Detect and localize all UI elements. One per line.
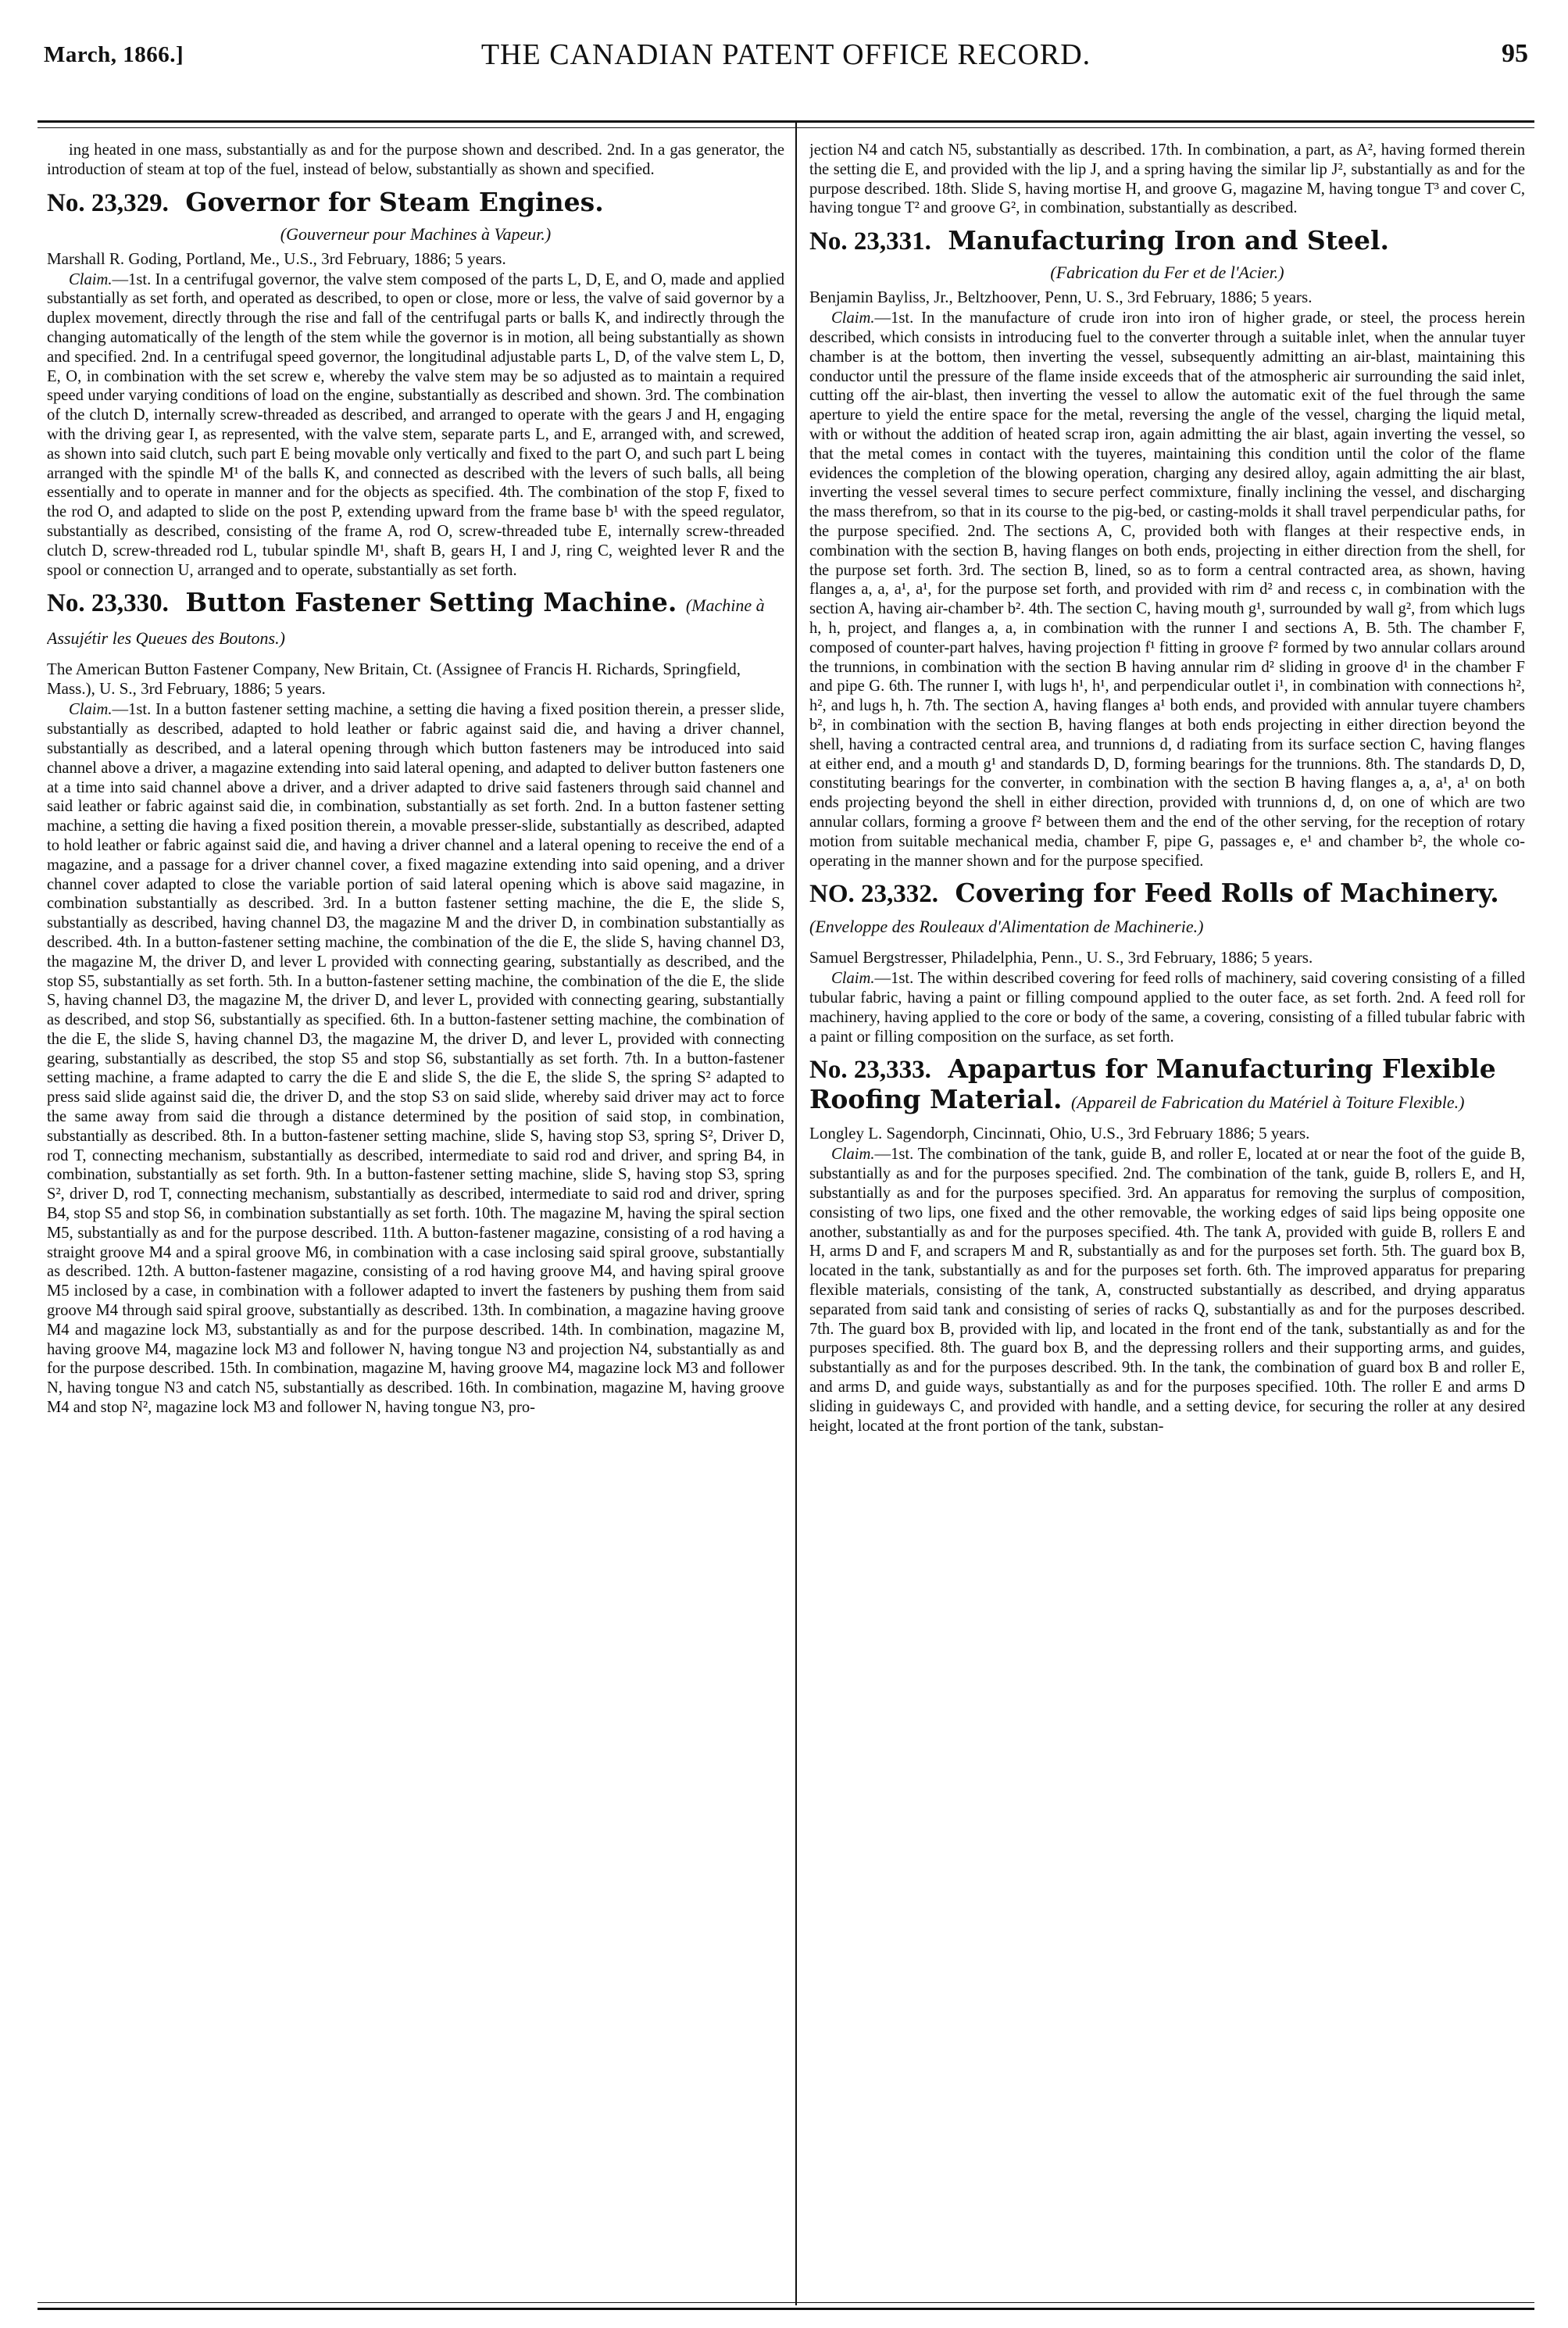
right-column [809,141,1525,2298]
patent-title: Button Fastener Setting Machine. [185,587,677,618]
claim-body: —1st. The within described covering for feed rolls of machinery, said covering consisting of a filled tubular fabric, having a paint or filling compound applied to the outer face, as set forth. 2nd. A feed roll for machinery, having applied to the core or body of the same, a covering, consisting of a filled tubular fabric with a paint or filling composition on the surface, as set forth. [809,970,1525,1046]
publication-title: THE CANADIAN PATENT OFFICE RECORD. [480,38,1091,71]
claim-label: Claim. [69,270,113,288]
patent-number: No. 23,333. [809,1056,931,1085]
patent-heading [809,1054,1525,1118]
patent-byline: The American Button Fastener Company, New Britain, Ct. (Assignee of Francis H. Richards, Springfield, Mass.), U. S., 3rd February, 1886; 5 years. [47,660,741,699]
claim-body: —1st. In a centrifugal governor, the valve stem composed of the parts L, D, E, and O, made and applied substantially as set forth, and operated as described, to open or close, more or less, the valve of said governor by a duplex movement, directly through the rise and fall of the centrifugal parts or balls K, and indirectly through the changing automatically of the length of the stem while the governor is in motion, all being substantially as shown and specified. 2nd. In a centrifugal speed governor, the longitudinal adjustable parts L, D, of the valve stem L, D, E, O, in combination with the set screw e, whereby the valve stem may be so adjusted as to maintain a required speed under varying conditions of load on the engine, substantially as described and shown. 3rd. The combination of the clutch D, internally screw-threaded as described, and arranged to operate with the gears J and H, engaging with the driving gear I, as represented, with the valve stem, separate parts L, and E, arranged with, and screwed, as shown into said clutch, such part E being movable only vertically and fixed to the part O, and such part L being arranged with the spindle M¹ of the balls K, and connected as described with the levers of such balls, all being essentially and to operate in manner and for the objects as specified. 4th. The combination of the stop F, fixed to the rod O, and adapted to slide on the post P, extending upward from the frame base b¹ with the speed regulator, substantially as described, consisting of the frame A, rod O, screw-threaded tube E, internally screw-threaded clutch D, screw-threaded rod L, tubular spindle M¹, shaft B, gears H, I and J, ring C, weighted lever R and the spool or connection U, arranged and to operate, substantially as set forth. [47,270,784,579]
left-column [47,141,784,2298]
patent-title: Covering for Feed Rolls of Machinery. [955,878,1499,909]
claim-label: Claim. [69,701,113,719]
patent-number: NO. 23,332. [809,880,938,909]
patent-number: No. 23,330. [47,589,169,618]
page-number: 95 [1502,39,1528,68]
french-title: (Enveloppe des Rouleaux d'Alimentation de Machinerie.) [809,917,1204,937]
claims-text [809,969,1525,1046]
patent-byline: Marshall R. Goding, Portland, Me., U.S., 3rd February, 1886; 5 years. [47,249,506,268]
patent-title: Governor for Steam Engines. [185,186,604,217]
patent-heading [809,226,1525,256]
french-title: (Machine à Assujétir les Queues des Boutons.) [47,595,765,649]
patent-entry-23331 [809,226,1525,871]
claim-body: —1st. In a button fastener setting machine, a setting die having a fixed position therein, a presser slide, substantially as described, adapted to hold leather or fabric against said die, and having a driver channel, substantially as described, and a lateral opening through which button fasteners may be introduced into said channel above a driver, a magazine extending into said lateral opening, and adapted to deliver button fasteners one at a time into said channel above a driver, and a driver adapted to drive said fasteners through said channel and said leather or fabric against said die, in combination, substantially as set forth. 2nd. In a button fastener setting machine, a setting die having a fixed position therein, a movable presser-slide, substantially as described, adapted to hold leather or fabric against said die, and having a driver channel and a lateral opening to receive the end of a magazine, and a passage for a driver channel cover, a fixed magazine extending into said opening, and a driver channel cover adapted to close the variable portion of said lateral opening which is above said magazine, in combination substantially as described. 3rd. In a button fastener setting machine, the die E, the slide S, substantially as described, having channel D3, the magazine M and the driver D, in combination substantially as described. 4th. In a button-fastener setting machine, the combination of the die E, the slide S, having channel D3, the magazine M, the driver D, and lever L provided with connecting gearing, substantially as described, and the stop S5, substantially as set forth. 5th. In a button-fastener setting machine, the combination of the die E, the slide S, having channel D3, the magazine M, the driver D, and lever L, provided with connecting gearing, substantially as described, and stop S6, substantially as specified. 6th. In a button-fastener setting machine, the combination of the die E, the slide S, having channel D3, the magazine M, the driver D, and lever L, provided with connecting gearing, substantially as described, the stop S5 and stop S6, substantially as set forth. 7th. In a button-fastener setting machine, a frame adapted to carry the die E and slide S, the die E, the slide S, the spring S² adapted to press said slide against said die, the driver D, and the stop S3 on said slide, whereby said driver may act to force the same away from said die through a distance determined by the position of said stop, in combination, substantially as described. 8th. In a button-fastener setting machine, slide S, having stop S3, spring S², Driver D, rod T, connecting mechanism, substantially as described, intermediate to said rod and driver, and spring B4, in combination, substantially as set forth. 9th. In a button-fastener setting machine, slide S, having stop S3, spring S², driver D, rod T, connecting mechanism, substantially as described, intermediate to said rod and driver, spring B4, stop S5 and stop S6, in combination substantially as set forth. 10th. The magazine M, having the spiral section M5, substantially as and for the purpose described. 11th. A button-fastener magazine, consisting of a rod having a straight groove M4 and a spiral groove M6, in combination with a case inclosing said spiral groove, substantially as described. 12th. A button-fastener magazine, consisting of a rod having groove M4, and having spiral groove M5 inclosed by a case, in combination with a follower adapted to invert the fasteners by pushing them from said groove M4 through said spiral groove, substantially as described. 13th. In combination, a magazine having groove M4 and magazine lock M3, substantially as and for the purpose described. 14th. In combination, magazine M, having groove M4, magazine lock M3 and follower N, having tongue N3 and projection N4, substantially as and for the purpose described. 15th. In combination, magazine M, having groove M4, magazine lock M3 and follower N, having tongue N3 and catch N5, substantially as described. 16th. In combination, magazine M, having groove M4 and stop N², magazine lock M3 and follower N, having tongue N3, pro- [47,701,784,1417]
claim-label: Claim. [831,970,875,988]
patent-number: No. 23,329. [47,188,169,217]
claim-body: —1st. The combination of the tank, guide B, and roller E, located at or near the foot of the guide B, substantially as and for the purposes specified. 2nd. The combination of the tank, guide B, rollers E, and H, substantially as and for the purposes specified. 3rd. An apparatus for removing the surplus of composition, consisting of two lips, one fixed and the other removable, the working edges of said lips being opposite one another, substantially as and for the purposes specified. 4th. The tank A, provided with guide B, rollers E and H, arms D and F, and scrapers M and R, substantially as and for the purposes set forth. 5th. The guard box B, located in the tank, substantially as and for the purposes set forth. 6th. The improved apparatus for preparing flexible materials, consisting of the tank, A, constructed substantially as described, and drying apparatus separated from said tank and consisting of series of racks Q, substantially as and for the purposes described. 7th. The guard box B, provided with lip, and located in the front end of the tank, substantially as and for the purposes specified. 8th. The guard box B, and the depressing rollers and their supporting arms, and guides, substantially as and for the purposes described. 9th. In the tank, the combination of guard box B and roller E, and arms D, and guide ways, substantially as and for the purposes specified. 10th. The roller E and arms D sliding in guideways C, and provided with handle, and a setting device, for securing the roller at any desired height, located at the front portion of the tank, substan- [809,1146,1525,1435]
patent-heading [47,588,784,653]
claims-text [47,700,784,1417]
issue-date: March, 1866.] [44,42,184,67]
patent-heading [809,878,1525,942]
patent-entry-23330 [47,588,784,1417]
page-header [38,31,1534,73]
patent-heading [47,188,784,218]
french-title: (Fabrication du Fer et de l'Acier.) [1050,263,1284,283]
continuation-text: jection N4 and catch N5, substantially as described. 17th. In combination, a part, as A², having formed therein the setting die E, and provided with the lip J, and a spring having the similar lip J², substantially as and for the purpose described. 18th. Slide S, having mortise H, and groove G, magazine M, having tongue T³ and cover C, having tongue T² and groove G², in combination, substantially as described. [809,141,1525,217]
patent-entry-23333 [809,1054,1525,1436]
patent-number: No. 23,331. [809,227,931,256]
patent-entry-23329 [47,188,784,581]
patent-byline: Longley L. Sagendorph, Cincinnati, Ohio, U.S., 3rd February 1886; 5 years. [809,1124,1310,1143]
continuation-text: ing heated in one mass, substantially as and for the purpose shown and described. 2nd. In a gas generator, the introduction of steam at top of the fuel, instead of below, substantially as shown and specified. [47,141,784,178]
patent-title: Manufacturing Iron and Steel. [948,225,1389,256]
patent-byline: Samuel Bergstresser, Philadelphia, Penn., U. S., 3rd February, 1886; 5 years. [809,948,1313,967]
claim-label: Claim. [831,1146,875,1164]
claims-text [47,270,784,581]
claims-text [809,1145,1525,1436]
french-title: (Appareil de Fabrication du Matériel à Toiture Flexible.) [1070,1092,1465,1113]
patent-byline: Benjamin Bayliss, Jr., Beltzhoover, Penn, U. S., 3rd February, 1886; 5 years. [809,288,1313,307]
column-divider [795,120,797,2305]
french-title: (Gouverneur pour Machines à Vapeur.) [280,224,552,244]
claims-text [809,309,1525,871]
patent-title: Apapartus for Manufacturing Flexible Roofing Material. [809,1053,1496,1115]
claim-label: Claim. [831,309,875,327]
patent-entry-23332 [809,878,1525,1046]
claim-body: —1st. In the manufacture of crude iron into iron of higher grade, or steel, the process herein described, which consists in introducing fuel to the converter through a suitable inlet, when the annular tuyer chamber is at the bottom, then inverting the vessel, subsequently admitting an air-blast, maintaining this conductor until the pressure of the flame inside exceeds that of the atmospheric air surrounding the said inlet, cutting off the air-blast, then inverting the vessel to allow the automatic exit of the fuel through the same aperture to yield the entire space for the metal, reversing the angle of the vessel, charging the liquid metal, with or without the addition of heated scrap iron, again admitting the air blast, again inverting the vessel, so that the metal comes in contact with the tuyeres, maintaining this condition until the color of the flame evidences the completion of the blowing operation, charging any desired alloy, again admitting the air blast, inverting the vessel several times to secure perfect commixture, finally inclining the vessel, and discharging the mass therefrom, so that in its course to the pig-bed, or casting-molds it shall travel perpendicular paths, for the purpose specified. 2nd. The sections A, C, provided both with flanges at their respective ends, in combination with the section B, having flanges on both ends, projecting in either direction from the shell, for the purpose set forth. 3rd. The section B, lined, so as to form a central contracted area, as shown, having flanges a, a, a¹, a¹, for the purpose set forth, and provided with rim d² and recess c, in combination with the section A, having air-chamber b². 4th. The section C, having mouth g¹, surrounded by wall g², from which lugs h, h, project, and flanges a, a, in combination with the runner I and sections A, B. 5th. The chamber F, composed of counter-part halves, having projection f¹ fitting in groove f² formed by two annular collars around the trunnions, in combination with the section B having annular rim d² sliding in groove d¹ in the chamber F and pipe G. 6th. The runner I, with lugs h¹, h¹, and perpendicular outlet i¹, in combination with connections h², h², and lugs h, h. 7th. The section A, having flanges a¹ both ends, and provided with annular tuyere chambers b², in combination with the section B, having flanges at both ends projecting in either direction beyond the shell, having a contracted central area, and trunnions d, d radiating from its surface section C, having flanges at either end, and a mouth g¹ and standards D, D, forming bearings for the trunnions. 8th. The standards D, D, constituting bearings for the converter, in combination with the section B having flanges a, a, a¹, a¹ on both ends projecting beyond the shell in either direction, provided with trunnions d, d, on one of which are two annular collars, forming a groove f² between them and the end of the other serving, for the reception of rotary motion from suitable mechanical media, chamber F, pipe G, passages e, e¹ and chamber b², the whole co-operating in the manner shown and for the purpose specified. [809,309,1525,870]
